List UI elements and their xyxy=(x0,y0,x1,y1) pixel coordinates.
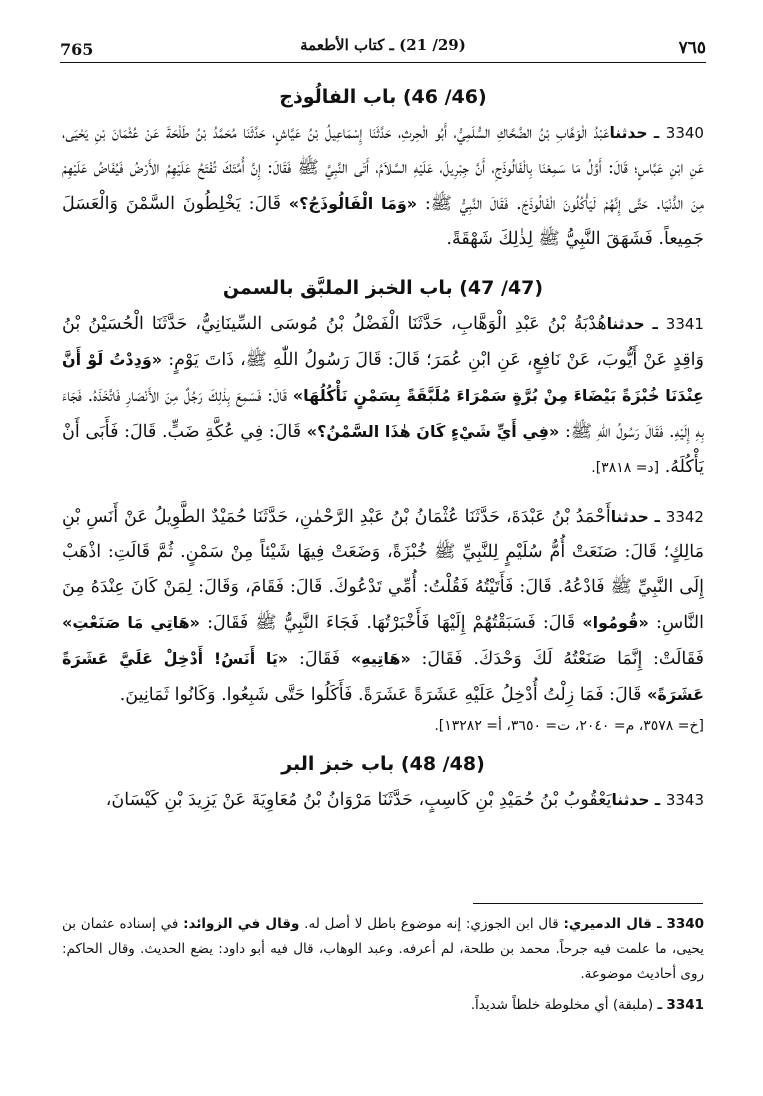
prophetic-quote: «فِي أَيِّ شَيْءٍ كَانَ هٰذَا السَّمْنُ؟» xyxy=(306,422,560,441)
hadith-number: 3343 xyxy=(665,791,704,809)
footnote-text: (ملبقة) أي مخلوطة خلطاً شديداً. xyxy=(470,997,654,1013)
hadith-text: قَالَ: فَسَبَقْتُهُمْ إِلَيْهَا فَأَخْبَرْتُهَا. فَجَاءَ النَّبِيُّ ﷺ فَقَالَ: xyxy=(207,613,576,633)
footnote-text: في إسناده عثمان بن يحيى، ما علمت فيه جرحاً. محمد بن طلحة، لم أعرفه. وعبد الوهاب، قال فيه أبو داود: يضع الحديث. وقال الحاكم: روى أحاديث موضوعة. xyxy=(62,916,704,982)
prophetic-quote: «هَاتِي مَا صَنَعْتِ» xyxy=(62,613,201,632)
footnotes xyxy=(62,912,704,1024)
prophetic-quote: «قُومُوا» xyxy=(582,613,649,632)
hadith-text: فَقَالَ: xyxy=(298,649,341,669)
footnote-number: 3340 xyxy=(666,916,705,932)
cross-reference: [خ= ٣٥٧٨، م= ٢٠٤٠، ت= ٣٦٥٠، أ= ١٣٢٨٢]. xyxy=(434,718,704,734)
hadith-number: 3342 xyxy=(665,508,704,526)
hadith-text: قَالَ: فَمَا زِلْتُ أُدْخِلُ عَلَيْهِ عَشَرَةً عَشَرَةً. فَأَكَلُوا حَتَّى شَبِعُوا. وَكَانُوا ثَمَانِينَ. xyxy=(119,685,642,705)
prophetic-quote: «هَاتِيهِ» xyxy=(350,649,411,668)
prophetic-quote: «يَا أَنَسُ! أَدْخِلْ عَلَيَّ عَشَرَةً عَشَرَةً» xyxy=(62,649,704,704)
footnote-lead: وقال في الزوائد: xyxy=(183,916,300,932)
hadith-text: قَالَ: فِي عُكَّةِ ضَبٍّ. قَالَ: فَأَبَى أَنْ يَأْكُلَهُ. xyxy=(62,422,704,477)
footnote-3340 xyxy=(62,912,704,987)
hadith-text: عَبْدُ الْوَهَّابِ بْنُ الضَّحَّاكِ السُّلَمِيُّ، أَبُو الْحِرثِ، حَدَّثَنَا إِسْمَاعِيلُ بْنُ عَيَّاشٍ، حَدَّثَنَا مُحَمَّدُ بْنُ طَلْحَةَ عَنْ عُثْمَانَ بْنِ يَحْيَى، عَنِ ابْنِ عَبَّاسٍ؛ قَالَ: أَوَّلُ مَا سَمِعْنَا بِالْفَالُوذَجِ، أَنَّ جِبْرِيلَ، عَلَيْهِ السَّلاَمُ، أَتَى النَّبِيَّ ﷺ فَقَالَ: إِنَّ أُمَّتَكَ تُفْتَحُ عَلَيْهِمُ الأَرْضُ فَيُفَاضُ عَلَيْهِمْ مِنَ الدُّنْيَا. حَتَّى إِنَّهُمْ لَيَأْكُلُونَ الْفَالُوذَجَ. فَقَالَ النَّبِيُّ ﷺ: xyxy=(62,123,704,214)
footnote-3341 xyxy=(62,993,704,1018)
hadith-lead: ـ حدثنا xyxy=(606,315,658,333)
section-bread-with-ghee xyxy=(62,277,704,739)
hadith-text: فَقَالَتْ: إِنَّمَا صَنَعْتُهُ لَكَ وَحْدَكَ. فَقَالَ: xyxy=(421,649,704,669)
footnote-number: 3341 xyxy=(666,997,704,1013)
hadith-lead: ـ حدثنا xyxy=(609,124,660,142)
hadith-text: يَعْقُوبُ بْنُ حُمَيْدِ بْنِ كَاسِبٍ، حَدَّثَنَا مَرْوَانُ بْنُ مُعَاوِيَةَ عَنْ يَزِيدَ بْنِ كَيْسَانَ، xyxy=(105,790,612,810)
hadith-3343 xyxy=(62,783,704,818)
footnote-text: قال ابن الجوزي: إنه موضوع باطل لا أصل له. xyxy=(304,916,559,932)
chapter-heading: (48/ 48) باب خبز البر xyxy=(281,753,485,775)
hadith-text: هُدْبَةُ بْنُ عَبْدِ الْوَهَّابِ، حَدَّثَنَا الْفَضْلُ بْنُ مُوسَى السِّينَانِيُّ، حَدَّثَنَا الْحُسَيْنُ بْنُ وَاقِدٍ عَنْ أَيُّوبَ، عَنْ نَافِعٍ، عَنِ ابْنِ عُمَرَ؛ قَالَ: قَالَ رَسُولُ اللّٰهِ ﷺ، ذَاتَ يَوْمٍ: xyxy=(62,314,704,370)
hadith-text: قَالَ: فَسَمِعَ بِذٰلِكَ رَجُلٌ مِنَ الأَنْصَارِ فَاتَّخَذَهُ. فَجَاءَ بِهِ إِلَيْهِ. فَقَالَ رَسُولُ اللّٰهِ ﷺ: xyxy=(62,386,704,442)
running-title: (29/ 21) ـ كتاب الأطعمة xyxy=(300,36,466,54)
hadith-number: 3341 xyxy=(665,315,704,333)
section-faludhaj xyxy=(62,86,704,257)
hadith-number: 3340 xyxy=(665,124,704,142)
running-header xyxy=(60,30,706,60)
hadith-text: قَالَ: يَخْلِطُونَ السَّمْنَ وَالْعَسَلَ جَمِيعاً. فَشَهَقَ النَّبِيُّ ﷺ لِذٰلِكَ شَهْقَةً. xyxy=(62,194,704,249)
prophetic-quote: «وَدِدْتُ لَوْ أَنَّ عِنْدَنَا خُبْزَةً بَيْضَاءَ مِنْ بُرَّةٍ سَمْرَاءَ مُلَبَّقَةً بِسَمْنٍ نَأْكُلُهَا» xyxy=(62,350,704,405)
footnote-lead: ـ xyxy=(657,997,663,1013)
header-rule xyxy=(60,62,706,63)
cross-reference: [د= ٣٨١٨]. xyxy=(591,460,660,476)
page-number-latin: 765 xyxy=(60,40,94,59)
footnote-rule xyxy=(473,903,703,904)
footnote-lead: ـ قال الدميري: xyxy=(563,916,662,932)
page-number-arabic: ٧٦٥ xyxy=(678,38,706,58)
hadith-3341 xyxy=(62,307,704,486)
hadith-3342 xyxy=(62,500,704,713)
hadith-lead: ـ حدثنا xyxy=(611,791,661,809)
section-wheat-bread xyxy=(62,753,704,818)
hadith-3340 xyxy=(62,116,704,257)
hadith-lead: ـ حدثنا xyxy=(610,508,660,526)
chapter-heading: (47/ 47) باب الخبز الملبَّق بالسمن xyxy=(222,277,544,299)
hadith-text: أَحْمَدُ بْنُ عَبْدَةَ، حَدَّثَنَا عُثْمَانُ بْنُ عَبْدِ الرَّحْمٰنِ، حَدَّثَنَا حُمَيْدٌ الطَّوِيلُ عَنْ أَنَسِ بْنِ مَالِكٍ؛ قَالَ: صَنَعَتْ أُمُّ سُلَيْمٍ لِلنَّبِيِّ ﷺ خُبْزَةً، وَضَعَتْ فِيهَا شَيْئاً مِنْ سَمْنٍ. ثُمَّ قَالَتِ: اذْهَبْ إِلَى النَّبِيِّ ﷺ فَادْعُهُ. قَالَ: فَأَتَيْتُهُ فَقُلْتُ: أُمِّي تَدْعُوكَ. قَالَ: فَقَامَ، وَقَالَ: لِمَنْ كَانَ عِنْدَهُ مِنَ النَّاسِ: xyxy=(62,507,705,633)
main-text xyxy=(62,86,704,818)
chapter-heading: (46/ 46) باب الفالُوذج xyxy=(279,86,487,108)
prophetic-quote: «وَمَا الْفَالُوذَجُ؟» xyxy=(288,194,418,213)
